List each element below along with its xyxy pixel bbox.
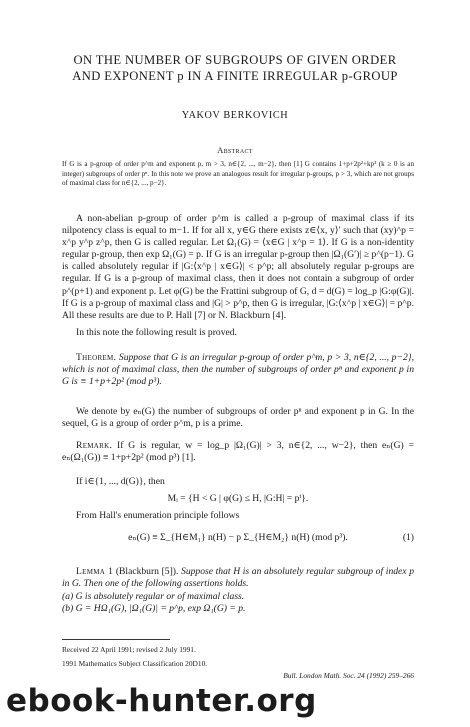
- lemma-1: [62, 566, 414, 590]
- lemma-source: (Blackburn [5]).: [115, 566, 179, 577]
- m-definition: Mᵢ = {H < G | φ(G) ≤ H, |G:H| = pⁱ}.: [167, 493, 309, 504]
- remark-label: Remark.: [76, 440, 113, 451]
- equation-1: [62, 532, 414, 544]
- watermark-logo: [6, 683, 466, 721]
- intro-paragraph: A non-abelian p-group of order p^m is called a p-group of maximal class if its nilpotency class is equal to m−1. If for all x, y∈G there exists z∈⟨x, y⟩′ such that (xy)^p = x^p y^p z^p, then G is called regular. Let Ω₁(G) = ⟨x∈G | x^p = 1⟩. If G is a non-identity regular p-group, then exp Ω₁(G) = p. If G is an irregular p-group then |Ω₁(G′)| ≥ p^(p−1). G is called absolutely regular if |G:⟨x^p | x∈G⟩| < p^p; all absolutely regular p-groups are regular. If G is a p-group of maximal class, then it does not contain a subgroup of order p^(p+1) and exponent p. Let φ(G) be the Frattini subgroup of G, d = d(G) = log_p |G:φ(G)|. If G is a p-group of maximal class and |G| > p^p, then G is irregular, |G:⟨x^p | x∈G⟩| = p^p. All these results are due to P. Hall [7] or N. Blackburn [4].: [62, 213, 414, 321]
- remark: [62, 440, 414, 464]
- footnote-rule: [62, 639, 170, 640]
- lemma-case-b: (b) G = HΩ₁(G), |Ω₁(G)| = p^p, exp Ω₁(G) = p.: [62, 603, 246, 614]
- result-intro: In this note the following result is proved.: [76, 327, 237, 338]
- watermark-text: ebook-hunter.org: [6, 683, 317, 719]
- theorem-label: Theorem.: [76, 352, 117, 363]
- received-dates: Received 22 April 1991; revised 2 July 1991.: [62, 645, 196, 654]
- abstract-text: If G is a p-group of order p^m and exponent p, m > 3, n∈{2, ..., m−2}, then [1] G contains 1+p+2p²+kp³ (k ≥ 0 is an integer) subgroups of order pⁿ. In this note we prove an analogous result for irregular p-groups, p > 3, which are not groups of maximal class for n∈{2, ..., p−2}.: [62, 160, 414, 188]
- title-line-2: AND EXPONENT p IN A FINITE IRREGULAR p-GROUP: [72, 69, 398, 83]
- theorem: [62, 352, 414, 388]
- journal-citation: Bull. London Math. Soc. 24 (1992) 259–266: [283, 671, 414, 680]
- if-line: If i∈{1, ..., d(G)}, then: [76, 476, 165, 487]
- equation-1-number: (1): [402, 532, 414, 543]
- lemma-case-a: (a) G is absolutely regular or of maximal class.: [62, 591, 245, 602]
- title-line-1: ON THE NUMBER OF SUBGROUPS OF GIVEN ORDER: [73, 53, 397, 67]
- equation-1-formula: eₙ(G) ≡ Σ_{H∈M₁} n(H) − p Σ_{H∈M₂} n(H) (mod p³).: [128, 532, 348, 543]
- remark-text: If G is regular, w = log_p |Ω₁(G)| > 3, n∈{2, ..., w−2}, then eₙ(G) = eₙ(Ω₁(G)) ≡ 1+p+2p² (mod p³) [1].: [62, 440, 414, 464]
- theorem-text: Suppose that G is an irregular p-group of order p^m, p > 3, n∈{2, ..., p−2}, which is not of maximal class, then the number of subgroups of order pⁿ and exponent p in G is ≡ 1+p+2p² (mod p³).: [62, 352, 414, 388]
- abstract-heading: Abstract: [217, 146, 253, 155]
- hall-line: From Hall's enumeration principle follows: [76, 510, 240, 521]
- subject-classification: 1991 Mathematics Subject Classification 20D10.: [62, 659, 208, 668]
- notation-paragraph: We denote by eₙ(G) the number of subgroups of order pⁿ and exponent p in G. In the sequel, G is a group of order p^m, p is a prime.: [62, 406, 414, 430]
- lemma-text: Suppose that H is an absolutely regular subgroup of index p in G. Then one of the following assertions holds.: [62, 566, 414, 590]
- paper-title: [30, 52, 440, 84]
- author-name: YAKOV BERKOVICH: [181, 110, 289, 121]
- lemma-label: Lemma 1: [76, 566, 114, 577]
